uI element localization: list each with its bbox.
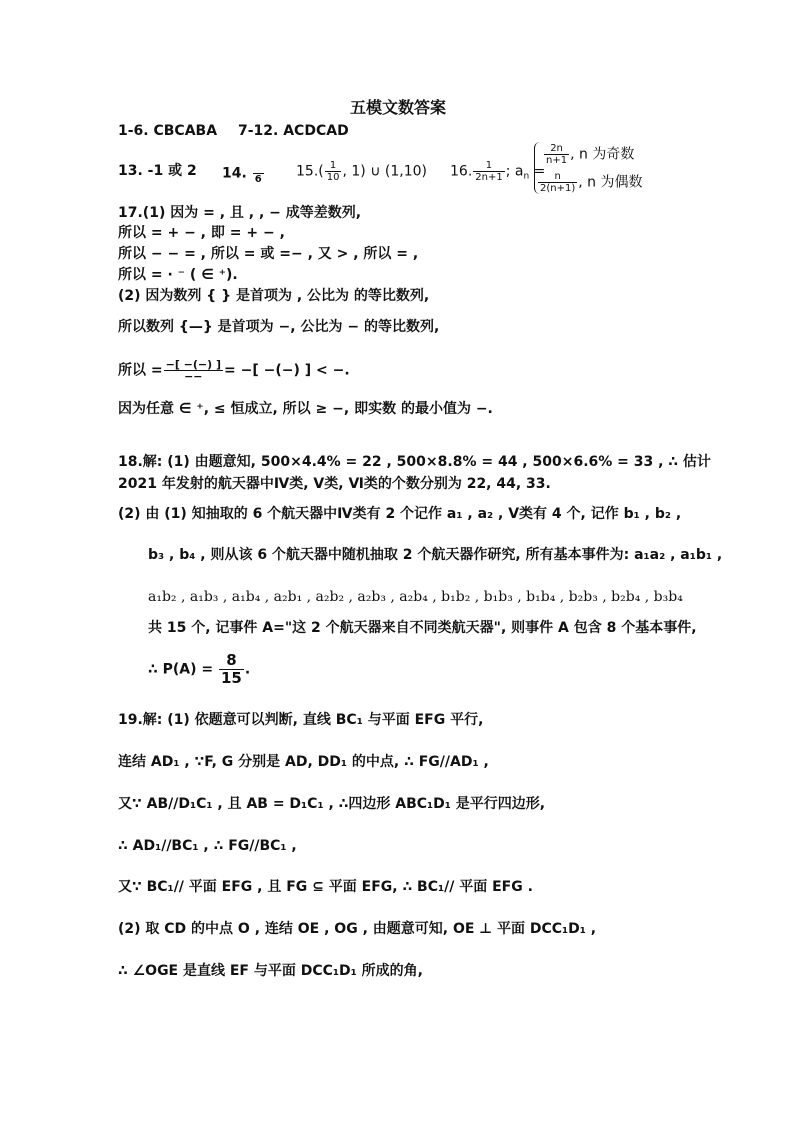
case-even-den: 2(n+1) (540, 183, 576, 194)
q17-line-8: 因为任意 ∈ ⁺, ≤ 恒成立, 所以 ≥ −, 即实数 的最小值为 −. (118, 401, 493, 417)
answer-16 (450, 160, 545, 186)
case-odd (543, 143, 634, 166)
q19-line-5: 又∵ BC₁// 平面 EFG , 且 FG ⊆ 平面 EFG, ∴ BC₁// 平面 EFG . (118, 879, 533, 895)
case-odd-den: n+1 (546, 155, 568, 166)
q17-line-2: 所以 = + − , 即 = + − , (118, 225, 285, 241)
q18-prob-num: 8 (219, 652, 244, 670)
q18-line-3: (2) 由 (1) 知抽取的 6 个航天器中Ⅳ类有 2 个记作 a₁ , a₂ , Ⅴ类有 4 个, 记作 b₁ , b₂ , (118, 506, 682, 522)
q19-line-1: 19.解: (1) 依题意可以判断, 直线 BC₁ 与平面 EFG 平行, (118, 712, 484, 728)
q19-line-7: ∴ ∠OGE 是直线 EF 与平面 DCC₁D₁ 所成的角, (118, 963, 423, 979)
q17-fraction-num: −[ −(−) ] (165, 358, 222, 371)
answer-16-an-sub: n (523, 171, 530, 182)
q17-line-7-tail: = −[ −(−) ] < −. (224, 362, 350, 379)
answer-15-den: 10 (326, 172, 340, 183)
q17-fraction-den: −− (184, 370, 203, 383)
answer-13: 13. -1 或 2 (118, 163, 197, 179)
case-even-fraction (538, 171, 577, 194)
q19-line-2: 连结 AD₁ , ∵F, G 分别是 AD, DD₁ 的中点, ∴ FG//AD₁ , (118, 754, 489, 770)
q19-line-3: 又∵ AB//D₁C₁ , 且 AB = D₁C₁ , ∴四边形 ABC₁D₁ 是平行四边形, (118, 796, 546, 812)
case-even-num: n (538, 171, 577, 183)
answer-16-den: 2n+1 (475, 172, 503, 183)
q19-line-6: (2) 取 CD 的中点 O , 连结 OE , OG , 由题意可知, OE ⊥ 平面 DCC₁D₁ , (118, 921, 597, 937)
answer-14-label: 14. (222, 165, 247, 182)
q17-line-7 (118, 359, 350, 382)
q18-prob-den: 15 (221, 669, 242, 687)
q17-line-7-label: 所以 = (118, 362, 163, 379)
case-even-text: , n 为偶数 (578, 174, 643, 191)
page-title: 五模文数答案 (350, 98, 447, 117)
answers-1-6: 1-6. CBCABA (118, 123, 218, 139)
answer-15 (296, 160, 427, 183)
answer-15-label: 15.( (296, 163, 324, 180)
answer-15-fraction (325, 160, 342, 183)
q17-line-6: 所以数列 {—} 是首项为 −, 公比为 − 的等比数列, (118, 319, 440, 335)
answer-15-tail: , 1) ∪ (1,10) (342, 163, 427, 180)
answer-14-den: 6 (254, 174, 262, 185)
q18-line-4: b₃ , b₄ , 则从该 6 个航天器中随机抽取 2 个航天器作研究, 所有基本事件为: a₁a₂ , a₁b₁ , (148, 547, 723, 563)
answer-14-fraction (253, 162, 264, 185)
q18-prob-label: ∴ P(A) = (148, 661, 214, 678)
q18-prob-fraction (219, 652, 244, 687)
answer-16-num: 1 (473, 160, 504, 172)
case-odd-text: , n 为奇数 (570, 146, 635, 163)
answer-16-fraction (473, 160, 504, 183)
q19-line-4: ∴ AD₁//BC₁ , ∴ FG//BC₁ , (118, 838, 297, 854)
q17-fraction (164, 359, 223, 382)
case-odd-fraction (544, 143, 569, 166)
answer-15-num: 1 (325, 160, 342, 172)
answer-14 (222, 162, 265, 185)
q18-line-5: a₁b₂ , a₁b₃ , a₁b₄ , a₂b₁ , a₂b₂ , a₂b₃ , a₂b₄ , b₁b₂ , b₁b₃ , b₁b₄ , b₂b₃ , b₂b₄ , b₃b₄ (148, 589, 683, 605)
case-odd-num: 2n (544, 143, 569, 155)
q18-line-2: 2021 年发射的航天器中Ⅳ类, Ⅴ类, Ⅵ类的个数分别为 22, 44, 33. (118, 476, 551, 492)
q17-line-3: 所以 − − = , 所以 = 或 =− , 又 > , 所以 = , (118, 246, 419, 262)
answers-7-12: 7-12. ACDCAD (238, 123, 349, 139)
q18-line-7 (148, 652, 250, 687)
answer-16-eq: = (533, 163, 546, 180)
case-even (537, 171, 642, 194)
answer-16-an: ; a (505, 163, 524, 180)
q17-line-5: (2) 因为数列 { } 是首项为 , 公比为 的等比数列, (118, 288, 430, 304)
q17-line-4: 所以 = · ⁻ ( ∈ ⁺). (118, 267, 238, 283)
q18-line-1: 18.解: (1) 由题意知, 500×4.4% = 22 , 500×8.8% = 44 , 500×6.6% = 33 , ∴ 估计 (118, 454, 711, 470)
answer-16-label: 16. (450, 163, 473, 180)
q18-line-6: 共 15 个, 记事件 A="这 2 个航天器来自不同类航天器", 则事件 A 包含 8 个基本事件, (148, 620, 697, 636)
q17-line-1: 17.(1) 因为 = , 且 , , − 成等差数列, (118, 205, 362, 221)
q18-prob-tail: . (244, 661, 251, 678)
